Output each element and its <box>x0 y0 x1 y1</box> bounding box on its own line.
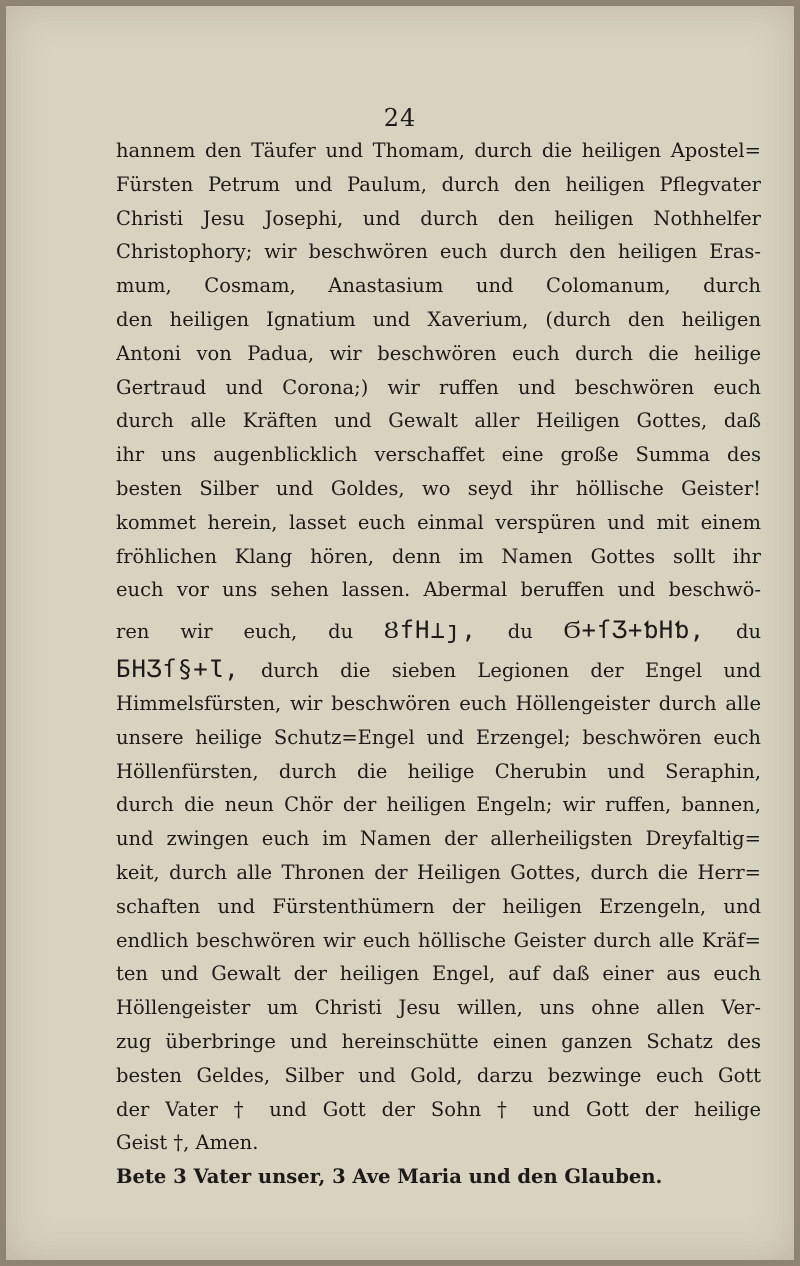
text-line: ihr uns augenblicklich verschaffet eine große Summa des <box>116 443 761 467</box>
text-line: unsere heilige Schutz=Engel und Erzengel; beschwören euch <box>116 725 761 749</box>
text-line: zug überbringe und hereinschütte einen ganzen Schatz des <box>116 1029 761 1053</box>
text-line: Fürsten Petrum und Paulum, durch den heiligen Pflegvater <box>116 172 761 196</box>
magic-symbol-2: Ϭ+ſƷ+ƅHƅ, <box>563 616 706 645</box>
text-line: mum, Cosmam, Anastasium und Colomanum, durch <box>116 274 761 298</box>
text-line: kommet herein, lasset euch einmal verspüren und mit einem <box>116 510 761 534</box>
magic-symbol-1: ȢfH⊥ȷ, <box>384 616 477 645</box>
text-line: Christi Jesu Josephi, und durch den heiligen Nothhelfer <box>116 206 761 230</box>
text-line-end: Geist †, Amen. <box>116 1131 259 1155</box>
text-line: und zwingen euch im Namen der allerheiligsten Dreyfaltig= <box>116 827 761 851</box>
text-line: hannem den Täufer und Thomam, durch die heiligen Apostel= <box>116 139 761 162</box>
text-line: durch die neun Chör der heiligen Engeln; wir ruffen, bannen, <box>116 793 761 817</box>
prayer-instruction: Bete 3 Vater unser, 3 Ave Maria und den Glauben. <box>116 1165 663 1189</box>
magic-symbol-3: ƂHƷſ§+Ɩ, <box>116 655 240 684</box>
text-line: fröhlichen Klang hören, denn im Namen Gottes sollt ihr <box>116 544 761 568</box>
text-line: Höllenfürsten, durch die heilige Cherubin und Seraphin, <box>116 759 761 783</box>
text-line: Himmelsfürsten, wir beschwören euch Höllengeister durch alle <box>116 691 761 715</box>
text-line: Gertraud und Corona;) wir ruffen und beschwören euch <box>116 375 761 399</box>
symbol-line-suffix: du <box>735 620 761 644</box>
text-line: keit, durch alle Thronen der Heiligen Gottes, durch die Herr= <box>116 860 761 884</box>
text-line: der Vater † und Gott der Sohn † und Gott der heilige <box>116 1097 761 1121</box>
text-line: euch vor uns sehen lassen. Abermal beruffen und beschwö- <box>116 578 761 602</box>
text-line: den heiligen Ignatium und Xaverium, (durch den heiligen <box>116 307 761 331</box>
text-line: endlich beschwören wir euch höllische Geister durch alle Kräf= <box>116 928 761 952</box>
text-line: besten Silber und Goldes, wo seyd ihr höllische Geister! <box>116 476 761 500</box>
text-line: Christophory; wir beschwören euch durch den heiligen Eras- <box>116 240 761 264</box>
symbol-line <box>116 607 761 653</box>
text-line: durch alle Kräften und Gewalt aller Heiligen Gottes, daß <box>116 409 761 433</box>
symbol-line-2-text: durch die sieben Legionen der Engel und <box>260 659 761 683</box>
book-page <box>6 6 794 1260</box>
symbol-line-2 <box>116 653 761 687</box>
symbol-line-prefix: ren wir euch, du <box>116 620 354 644</box>
text-line: schaften und Fürstenthümern der heiligen Erzengeln, und <box>116 894 761 918</box>
symbol-line-mid: du <box>507 620 533 644</box>
text-line: besten Geldes, Silber und Gold, darzu bezwinge euch Gott <box>116 1063 761 1087</box>
body-text <box>116 134 761 1194</box>
text-line: ten und Gewalt der heiligen Engel, auf daß einer aus euch <box>116 962 761 986</box>
text-line: Höllengeister um Christi Jesu willen, uns ohne allen Ver- <box>116 996 761 1020</box>
text-line: Antoni von Padua, wir beschwören euch durch die heilige <box>116 341 761 365</box>
page-number: 24 <box>383 104 417 132</box>
